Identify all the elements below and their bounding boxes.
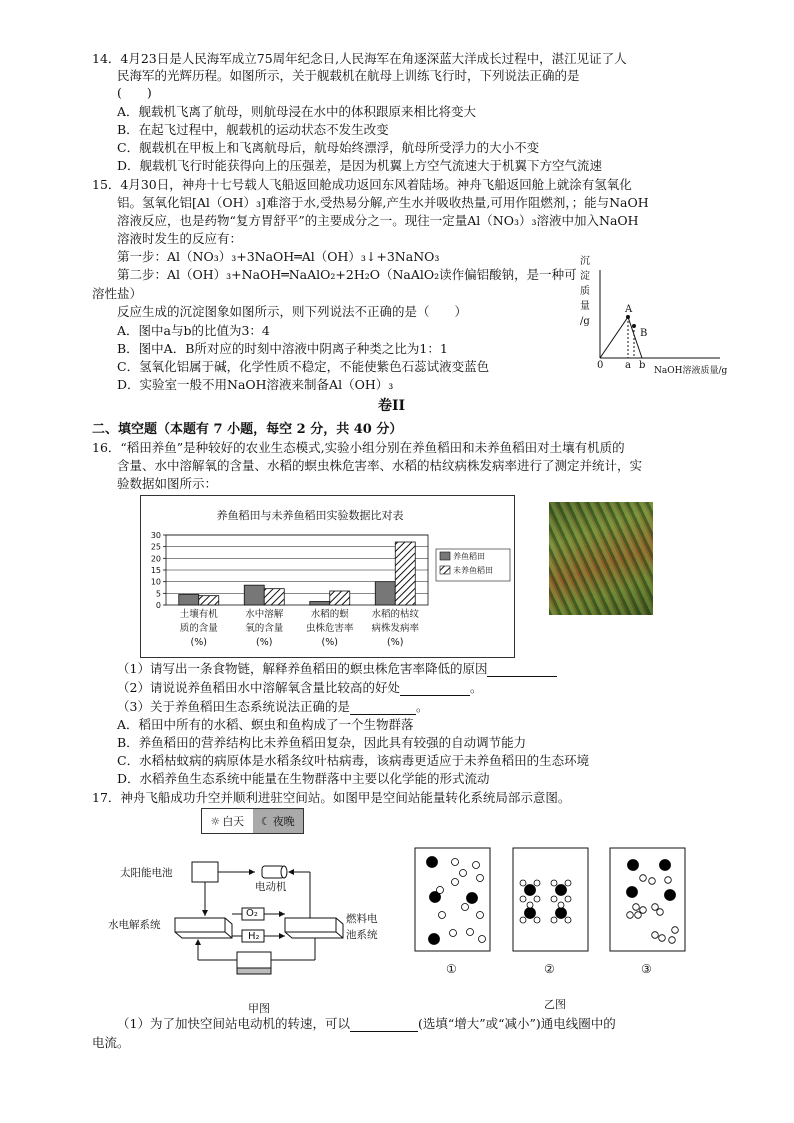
white-atom (669, 937, 676, 944)
solar-cell-label: 太阳能电池 (120, 867, 173, 879)
white-atom (627, 912, 634, 919)
day-label: 白天 (222, 815, 245, 828)
q15-step1: 第一步：Al（NO₃）₃+3NaOH═Al（OH）₃↓+3NaNO₃ (117, 249, 440, 264)
q16-option-a: A．稻田中所有的水稻、螟虫和鱼构成了一个生物群落 (117, 717, 414, 732)
black-atom (556, 908, 567, 919)
bar-fish-1 (244, 585, 264, 605)
bar-fish-3 (375, 582, 395, 605)
q16-sub1-text: （1）请写出一条食物链，解释养鱼稻田的螟虫株危害率降低的原因 (117, 661, 488, 676)
day-night-toggle (201, 808, 304, 834)
category-label: 水稻的枯纹 (371, 609, 420, 620)
q17-sub1-cont: 电流。 (92, 1035, 130, 1050)
q16-sub2-text: （2）请说说养鱼稻田水中溶解氧含量比较高的好处 (117, 680, 400, 695)
white-atom (520, 917, 526, 923)
category-label: 质的含量 (179, 623, 218, 634)
particle-label-1: ① (446, 962, 457, 976)
fuel-cell-box (285, 918, 343, 938)
q15-line4: 溶液时发生的反应有： (117, 231, 243, 246)
legend-label-0: 养鱼稻田 (453, 552, 485, 561)
y-tick-label: 20 (150, 554, 161, 564)
white-atom (437, 887, 444, 894)
q14-option-b: B．在起飞过程中，舰载机的运动状态不发生改变 (117, 122, 389, 137)
q16-line2: 含量、水中溶解氧的含量、水稻的螟虫株危害率、水稻的枯纹病株发病率进行了测定并统计，实 (117, 458, 643, 473)
white-atom (452, 879, 459, 886)
q16-line3: 验数据如图所示： (117, 476, 218, 491)
white-atom (649, 878, 656, 885)
night-label: 夜晚 (272, 815, 295, 828)
q17-line1: 17．神舟飞船成功升空并顺利进驻空间站。如图甲是空间站能量转化系统局部示意图。 (92, 790, 571, 805)
rice-fish-bar-chart (140, 495, 515, 658)
category-label: 氧的含量 (245, 623, 284, 634)
white-atom (565, 917, 571, 923)
bar-nofish-3 (395, 542, 415, 605)
q15-line8: 反应生成的沉淀图象如图所示，则下列说法不正确的是（ ） (117, 304, 468, 319)
white-atom (527, 902, 533, 908)
white-atom (460, 870, 467, 877)
graph-curve (600, 317, 642, 358)
graph-point-b: B (640, 328, 648, 339)
y-tick-label: 5 (155, 589, 161, 599)
white-atom (672, 927, 679, 934)
h2o-box (237, 952, 271, 968)
category-label: 病株发病率 (371, 623, 420, 634)
graph-point-b-dot (632, 324, 636, 328)
q14-paren: ( ) (117, 85, 152, 100)
white-atom (479, 936, 486, 943)
particle-label-3: ③ (641, 962, 652, 976)
white-atom (640, 907, 647, 914)
white-atom (473, 862, 480, 869)
sun-icon: ☼ (210, 814, 221, 828)
y-tick-label: 0 (155, 601, 161, 610)
white-atom (551, 896, 557, 902)
legend-swatch-0 (440, 552, 450, 560)
white-atom (551, 917, 557, 923)
q15-line2: 铝。氢氧化铝[Al（OH）₃]难溶于水,受热易分解,产生水并吸收热量,可用作阻燃剂，；能与NaOH (117, 195, 649, 210)
particle-diagrams (410, 845, 695, 985)
white-atom (659, 935, 666, 942)
category-label: (%) (256, 637, 273, 648)
white-atom (534, 917, 540, 923)
white-atom (450, 930, 457, 937)
q16-sub2 (117, 679, 482, 696)
q16-sub2-blank[interactable] (400, 682, 470, 696)
category-label: 水中溶解 (245, 609, 284, 620)
white-atom (652, 904, 659, 911)
white-atom (439, 912, 446, 919)
graph-ylabel-5: /g (580, 316, 590, 327)
q14-option-c: C．舰载机在甲板上和飞离航母后，航母始终漂浮，航母所受浮力的大小不变 (117, 140, 540, 155)
q14-line1: 14．4月23日是人民海军成立75周年纪念日,人民海军在角逐深蓝大洋成长过程中，湛江见证了人 (92, 51, 627, 66)
black-atom (665, 890, 676, 901)
q15-option-d: D．实验室一般不用NaOH溶液来制备Al（OH）₃ (117, 377, 394, 392)
particle-label-2: ② (544, 962, 555, 976)
black-atom (467, 893, 478, 904)
legend-swatch-1 (440, 566, 450, 574)
white-atom (652, 932, 659, 939)
figure-jia-caption: 甲图 (248, 1002, 270, 1015)
electrolysis-label: 水电解系统 (108, 919, 161, 931)
y-tick-label: 10 (150, 577, 161, 587)
graph-ylabel-4: 量 (580, 301, 590, 312)
q17-sub1-text: （1）为了加快空间站电动机的转速，可以 (117, 1016, 350, 1031)
white-atom (640, 875, 647, 882)
graph-point-a-dot (626, 315, 630, 319)
fuel-cell-label-2: 池系统 (346, 929, 378, 941)
white-atom (565, 880, 571, 886)
q17-sub1 (117, 1015, 616, 1032)
graph-origin: 0 (597, 360, 604, 371)
q17-sub1-blank[interactable] (350, 1018, 418, 1032)
black-atom (556, 885, 567, 896)
category-label: 土壤有机 (179, 609, 218, 620)
white-atom (534, 880, 540, 886)
graph-point-a: A (625, 304, 633, 315)
white-atom (467, 929, 474, 936)
white-atom (558, 902, 564, 908)
q16-option-b: B．养鱼稻田的营养结构比未养鱼稻田复杂，因此具有较强的自动调节能力 (117, 735, 527, 750)
white-atom (520, 896, 526, 902)
q16-option-c: C．水稻枯蚊病的病原体是水稻条纹叶枯病毒，该病毒更适应于未养鱼稻田的生态环境 (117, 753, 590, 768)
category-label: (%) (387, 637, 404, 648)
q16-sub1-blank[interactable] (487, 663, 557, 677)
white-atom (635, 912, 642, 919)
black-atom (525, 885, 536, 896)
q15-option-c: C．氢氧化铝属于碱，化学性质不稳定，不能使紫色石蕊试液变蓝色 (117, 359, 490, 374)
category-label: (%) (321, 637, 338, 648)
graph-b-label: b (639, 360, 646, 371)
o2-label: O₂ (246, 908, 258, 919)
section-2-heading: 二、填空题（本题有 7 小题，每空 2 分，共 40 分） (92, 422, 403, 437)
q14-option-d: D．舰载机飞行时能获得向上的压强差，是因为机翼上方空气流速大于机翼下方空气流速 (117, 158, 603, 173)
black-atom (627, 887, 638, 898)
bar-nofish-1 (264, 589, 284, 605)
night-cell (253, 809, 304, 833)
q15-line7: 溶性盐） (92, 286, 143, 301)
q14-line2: 民海军的光辉历程。如图所示，关于舰载机在航母上训练飞行时，下列说法正确的是 (117, 68, 580, 83)
graph-ylabel-3: 质 (580, 286, 590, 297)
white-atom (665, 877, 672, 884)
black-atom (660, 860, 671, 871)
white-atom (551, 880, 557, 886)
black-atom (525, 908, 536, 919)
black-atom (427, 857, 438, 868)
motor-label: 电动机 (255, 881, 287, 893)
q16-sub1 (117, 660, 557, 677)
volume-ii-heading: 卷II (378, 398, 406, 414)
graph-a-label: a (625, 360, 631, 371)
q16-line1: 16．“稻田养鱼”是种较好的农业生态模式,实验小组分别在养鱼稻田和未养鱼稻田对土壤有机质的 (92, 440, 625, 455)
white-atom (452, 859, 459, 866)
day-cell (202, 809, 253, 833)
graph-ylabel-2: 淀 (580, 271, 590, 282)
q15-line1: 15．4月30日，神舟十七号载人飞船返回舱成功返回东风着陆场。神舟飞船返回舱上就涂有氢氧化 (92, 177, 632, 192)
y-tick-label: 30 (150, 531, 161, 540)
graph-ylabel-1: 沉 (580, 256, 590, 267)
q16-sub3-end: 。 (415, 699, 429, 714)
figure-yi-caption: 乙图 (544, 998, 566, 1011)
white-atom (633, 904, 640, 911)
bar-fish-0 (179, 595, 199, 606)
energy-system-diagram (100, 840, 400, 980)
y-tick-label: 15 (150, 566, 161, 575)
category-label: (%) (190, 637, 207, 648)
legend-label-1: 未养鱼稻田 (453, 566, 493, 575)
white-atom (534, 896, 540, 902)
q17-sub1-text-2: (选填“增大”或“减小”)通电线圈中的 (417, 1016, 616, 1031)
category-label: 虫株危害率 (305, 623, 354, 634)
fuel-cell-label-1: 燃料电 (346, 913, 378, 925)
graph-xlabel: NaOH溶液质量/g (654, 366, 728, 376)
white-atom (520, 880, 526, 886)
q16-option-d: D．水稻养鱼生态系统中能量在生物群落中主要以化学能的形式流动 (117, 771, 490, 786)
q15-option-a: A．图中a与b的比值为3：4 (117, 323, 270, 338)
black-atom (429, 934, 440, 945)
chart-title: 养鱼稻田与未养鱼稻田实验数据比对表 (216, 509, 404, 522)
q16-sub2-end: 。 (469, 680, 483, 695)
y-tick-label: 25 (150, 542, 161, 552)
white-atom (477, 875, 484, 882)
q16-sub3-text: （3）关于养鱼稻田生态系统说法正确的是 (117, 699, 350, 714)
precipitate-graph (570, 250, 750, 380)
q16-sub3-blank[interactable] (350, 701, 416, 715)
rice-field-photo (549, 502, 653, 615)
h2-label: H₂ (248, 931, 260, 942)
bar-nofish-0 (199, 596, 219, 605)
white-atom (565, 896, 571, 902)
white-atom (462, 904, 469, 911)
q16-sub3 (117, 698, 428, 715)
black-atom (628, 860, 639, 871)
moon-icon: ☾ (260, 814, 271, 828)
bar-nofish-2 (330, 591, 350, 605)
q15-step2: 第二步：Al（OH）₃+NaOH═NaAlO₂+2H₂O（NaAlO₂读作偏铝酸钠，是一种可 (117, 267, 577, 282)
bar-fish-2 (310, 602, 330, 606)
white-atom (477, 912, 484, 919)
q14-option-a: A．舰载机飞离了航母，则航母浸在水中的体积跟原来相比将变大 (117, 104, 477, 119)
category-label: 水稻的螟 (310, 609, 349, 620)
white-atom (657, 909, 664, 916)
electrolysis-box (175, 918, 232, 938)
solar-cell-box (192, 862, 218, 882)
q15-line3: 溶液反应，也是药物“复方胃舒平”的主要成分之一。现往一定量Al（NO₃）₃溶液中加入NaOH (117, 213, 639, 228)
q15-option-b: B．图中A．B所对应的时刻中溶液中阴离子种类之比为1：1 (117, 341, 448, 356)
